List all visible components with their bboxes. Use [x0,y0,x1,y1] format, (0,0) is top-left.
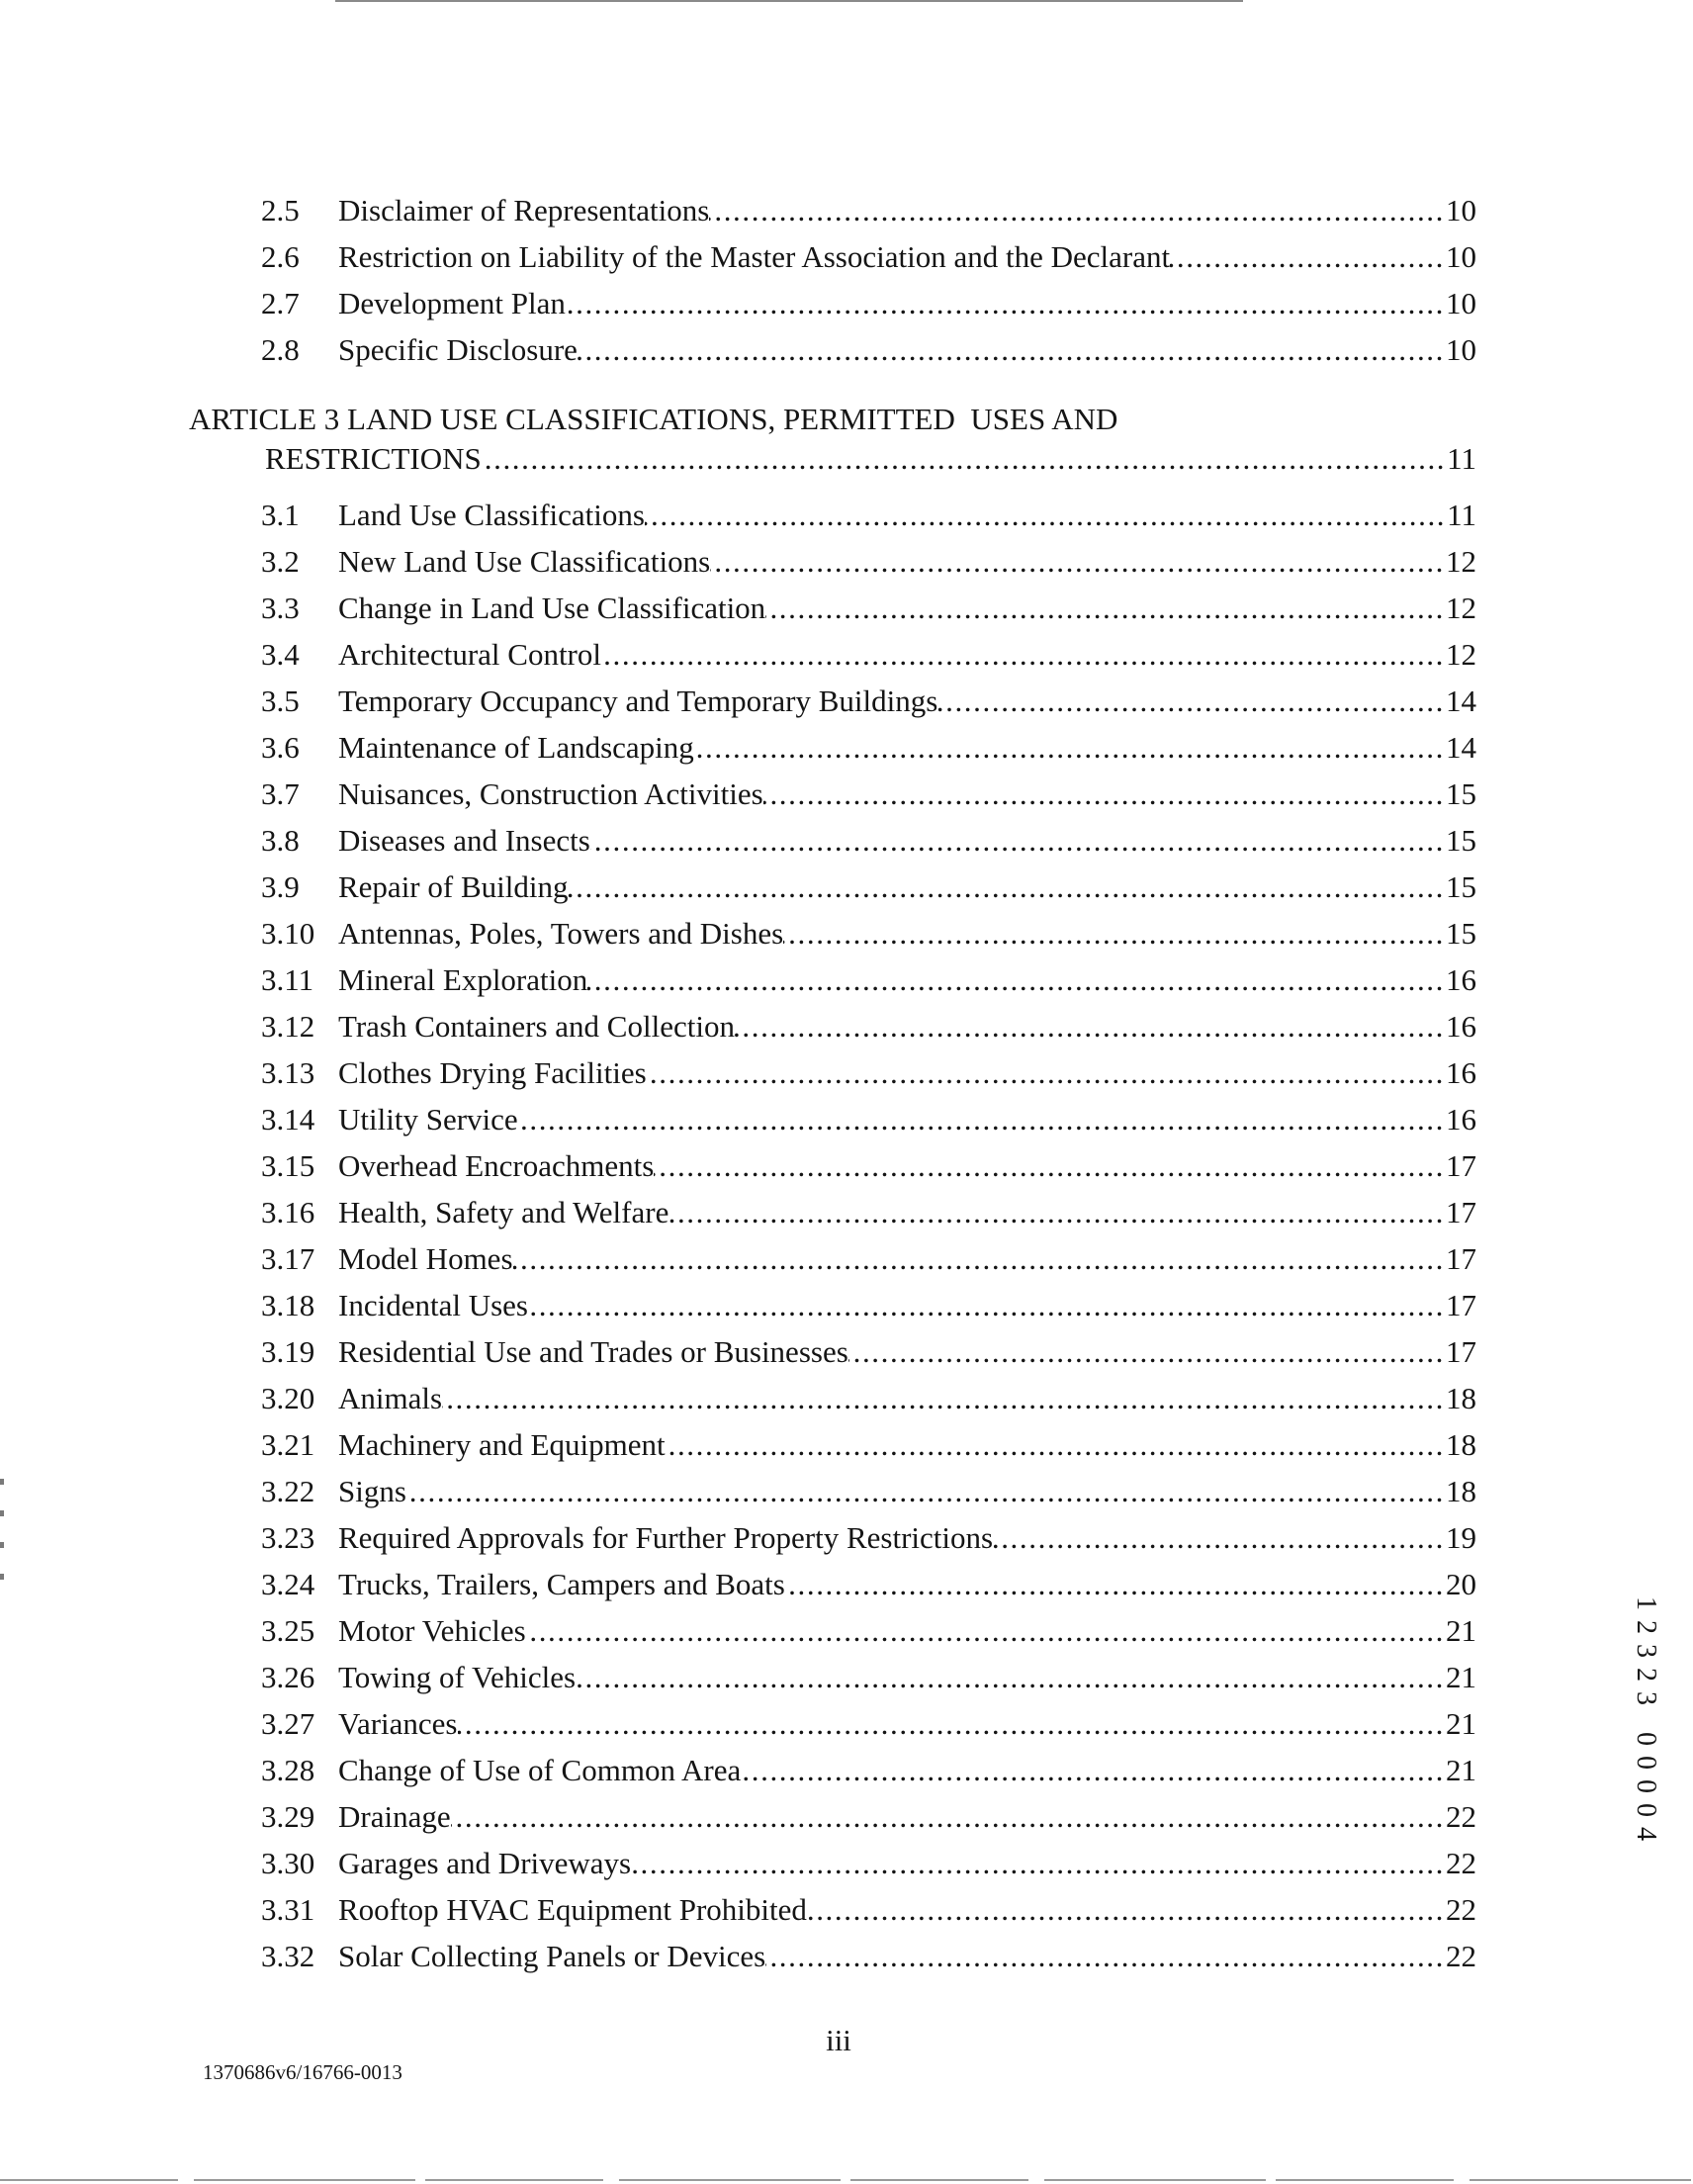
article-heading: ARTICLE 3 LAND USE CLASSIFICATIONS, PERMITTED USES AND [189,402,1118,436]
section-number: 3.2 [261,544,300,579]
dot-leader [783,910,1446,956]
section-title: Maintenance of Landscaping [338,730,694,765]
section-number: 3.12 [261,1009,315,1044]
toc-section-2 [261,187,1476,373]
section-number: 2.5 [261,193,300,228]
toc-entry-3-32 [261,1933,1476,1979]
dot-leader [694,724,1446,771]
page-number: 12 [1446,591,1476,625]
dot-leader [765,1933,1446,1979]
toc-entry-3-25 [261,1607,1476,1654]
page-number: 14 [1446,683,1476,718]
section-number: 3.10 [261,916,315,951]
page-number: 16 [1446,1102,1476,1137]
section-number: 3.26 [261,1660,315,1694]
section-title: Model Homes [338,1241,513,1276]
page-number: 12 [1446,637,1476,672]
page-number: 11 [1447,498,1476,532]
section-number: 3.9 [261,869,300,904]
page-number: 21 [1446,1660,1476,1694]
page-number: 15 [1446,823,1476,858]
section-title: Health, Safety and Welfare [338,1195,669,1229]
article-heading-continuation [265,435,1476,482]
dot-leader [735,1003,1446,1049]
section-title: Temporary Occupancy and Temporary Buildings [338,683,938,718]
dot-leader [568,864,1446,910]
bates-stamp-number: 12323 00004 [1631,1596,1661,1851]
dot-leader [765,585,1446,631]
page-number: 10 [1446,193,1476,228]
page-number: 10 [1446,239,1476,274]
section-number: 3.15 [261,1148,315,1183]
section-title: Towing of Vehicles [338,1660,577,1694]
section-number: 3.20 [261,1381,315,1415]
page-number: 15 [1446,916,1476,951]
toc-entry-3-12 [261,1003,1476,1049]
page-number: 11 [1447,441,1476,476]
toc-entry-3-2 [261,538,1476,585]
section-title: Clothes Drying Facilities [338,1055,647,1090]
section-number: 3.5 [261,683,300,718]
toc-entry-3-13 [261,1049,1476,1096]
toc-entry-3-19 [261,1328,1476,1375]
dot-leader [709,187,1446,233]
toc-entry-3-27 [261,1700,1476,1747]
page-number: 10 [1446,286,1476,320]
page-number: 16 [1446,1055,1476,1090]
dot-leader [601,631,1446,678]
dot-leader [1170,233,1446,280]
dot-leader [406,1468,1446,1514]
page-number: 21 [1446,1613,1476,1648]
dot-leader [848,1328,1446,1375]
toc-entry-3-26 [261,1654,1476,1700]
page-number: 16 [1446,962,1476,997]
page-number: 22 [1446,1846,1476,1880]
toc-entry-3-11 [261,956,1476,1003]
section-number: 3.7 [261,776,300,811]
page-number: 17 [1446,1288,1476,1322]
section-title: Solar Collecting Panels or Devices [338,1939,766,1973]
dot-leader [645,492,1447,538]
toc-entry-3-8 [261,817,1476,864]
toc-entry-3-1 [261,492,1476,538]
section-title: Trash Containers and Collection [338,1009,735,1044]
section-number: 3.14 [261,1102,315,1137]
section-title: Antennas, Poles, Towers and Dishes [338,916,784,951]
page-number: 20 [1446,1567,1476,1601]
dot-leader [763,771,1446,817]
page-number: 17 [1446,1148,1476,1183]
page-number: 22 [1446,1799,1476,1834]
toc-entry-3-10 [261,910,1476,956]
dot-leader [526,1607,1446,1654]
dot-leader [807,1886,1446,1933]
section-number: 3.29 [261,1799,315,1834]
toc-entry-3-29 [261,1793,1476,1840]
section-title: Residential Use and Trades or Businesses [338,1334,848,1369]
dot-leader [442,1375,1446,1421]
section-title: Disclaimer of Representations [338,193,710,228]
section-title: Repair of Building [338,869,569,904]
page-number: 14 [1446,730,1476,765]
dot-leader [482,435,1447,482]
page-number: 19 [1446,1520,1476,1555]
section-title: Overhead Encroachments [338,1148,655,1183]
dot-leader [451,1793,1446,1840]
page-number: 18 [1446,1474,1476,1508]
section-title: Animals [338,1381,443,1415]
dot-leader [668,1189,1446,1235]
section-number: 2.6 [261,239,300,274]
toc-entry-2-7 [261,280,1476,326]
section-number: 3.19 [261,1334,315,1369]
dot-leader [458,1700,1447,1747]
article-heading-text: RESTRICTIONS [265,441,482,476]
dot-leader [518,1096,1446,1142]
toc-entry-3-18 [261,1282,1476,1328]
section-title: Trucks, Trailers, Campers and Boats [338,1567,785,1601]
page-number: 15 [1446,869,1476,904]
dot-leader [937,678,1446,724]
dot-leader [710,538,1446,585]
section-number: 3.13 [261,1055,315,1090]
page-number: 12 [1446,544,1476,579]
toc-entry-3-3 [261,585,1476,631]
section-title: Restriction on Liability of the Master Association and the Declarant [338,239,1171,274]
page-number: 17 [1446,1241,1476,1276]
section-number: 2.8 [261,332,300,367]
section-title: Specific Disclosure [338,332,578,367]
dot-leader [587,956,1446,1003]
page-number: 21 [1446,1753,1476,1787]
section-number: 3.24 [261,1567,315,1601]
dot-leader [566,280,1446,326]
section-title: Rooftop HVAC Equipment Prohibited [338,1892,807,1927]
toc-section-3 [261,492,1476,1979]
section-title: Development Plan [338,286,566,320]
toc-entry-3-24 [261,1561,1476,1607]
toc-entry-3-21 [261,1421,1476,1468]
section-number: 2.7 [261,286,300,320]
page-number: 18 [1446,1381,1476,1415]
section-number: 3.3 [261,591,300,625]
toc-entry-3-14 [261,1096,1476,1142]
toc-entry-3-9 [261,864,1476,910]
dot-leader [631,1840,1446,1886]
page-number: 22 [1446,1939,1476,1973]
section-number: 3.18 [261,1288,315,1322]
toc-entry-3-30 [261,1840,1476,1886]
section-title: New Land Use Classifications [338,544,711,579]
dot-leader [590,817,1446,864]
dot-leader [647,1049,1446,1096]
page-number: 15 [1446,776,1476,811]
section-title: Variances [338,1706,458,1741]
section-title: Signs [338,1474,406,1508]
footer-page-number: iii [826,2023,851,2057]
toc-entry-3-22 [261,1468,1476,1514]
dot-leader [528,1282,1446,1328]
section-number: 3.28 [261,1753,315,1787]
section-title: Drainage [338,1799,451,1834]
section-number: 3.22 [261,1474,315,1508]
section-number: 3.27 [261,1706,315,1741]
page-number: 22 [1446,1892,1476,1927]
section-number: 3.30 [261,1846,315,1880]
dot-leader [513,1235,1446,1282]
section-number: 3.21 [261,1427,315,1462]
section-number: 3.16 [261,1195,315,1229]
section-number: 3.1 [261,498,300,532]
scan-line-top [335,0,1243,2]
toc-entry-3-5 [261,678,1476,724]
toc-entry-3-28 [261,1747,1476,1793]
toc-entry-3-4 [261,631,1476,678]
toc-entry-2-6 [261,233,1476,280]
section-number: 3.4 [261,637,300,672]
toc-entry-3-31 [261,1886,1476,1933]
page-number: 21 [1446,1706,1476,1741]
section-title: Machinery and Equipment [338,1427,666,1462]
dot-leader [741,1747,1446,1793]
section-title: Land Use Classifications [338,498,645,532]
section-title: Garages and Driveways [338,1846,632,1880]
document-id: 1370686v6/16766-0013 [203,2060,402,2084]
toc-entry-3-15 [261,1142,1476,1189]
section-title: Utility Service [338,1102,518,1137]
toc-entry-2-8 [261,326,1476,373]
section-title: Required Approvals for Further Property Restrictions [338,1520,994,1555]
section-title: Change in Land Use Classification [338,591,766,625]
section-title: Change of Use of Common Area [338,1753,742,1787]
section-number: 3.6 [261,730,300,765]
section-number: 3.25 [261,1613,315,1648]
section-title: Motor Vehicles [338,1613,526,1648]
page-number: 16 [1446,1009,1476,1044]
section-number: 3.32 [261,1939,315,1973]
page-number: 17 [1446,1195,1476,1229]
dot-leader [654,1142,1446,1189]
section-number: 3.23 [261,1520,315,1555]
section-title: Incidental Uses [338,1288,528,1322]
toc-entry-3-6 [261,724,1476,771]
scan-edge-marks [0,1479,4,1588]
dot-leader [993,1514,1446,1561]
section-title: Architectural Control [338,637,601,672]
page-number: 10 [1446,332,1476,367]
page-number: 18 [1446,1427,1476,1462]
section-title: Nuisances, Construction Activities [338,776,763,811]
dot-leader [578,326,1446,373]
toc-entry-3-16 [261,1189,1476,1235]
toc-entry-3-7 [261,771,1476,817]
dot-leader [785,1561,1446,1607]
toc-entry-3-17 [261,1235,1476,1282]
section-number: 3.8 [261,823,300,858]
dot-leader [576,1654,1446,1700]
toc-entry-3-20 [261,1375,1476,1421]
toc-entry-2-5 [261,187,1476,233]
section-number: 3.31 [261,1892,315,1927]
dot-leader [666,1421,1446,1468]
section-title: Diseases and Insects [338,823,590,858]
section-number: 3.11 [261,962,314,997]
section-number: 3.17 [261,1241,315,1276]
toc-entry-3-23 [261,1514,1476,1561]
page-number: 17 [1446,1334,1476,1369]
scan-line-bottom [0,2179,1693,2181]
section-title: Mineral Exploration [338,962,588,997]
